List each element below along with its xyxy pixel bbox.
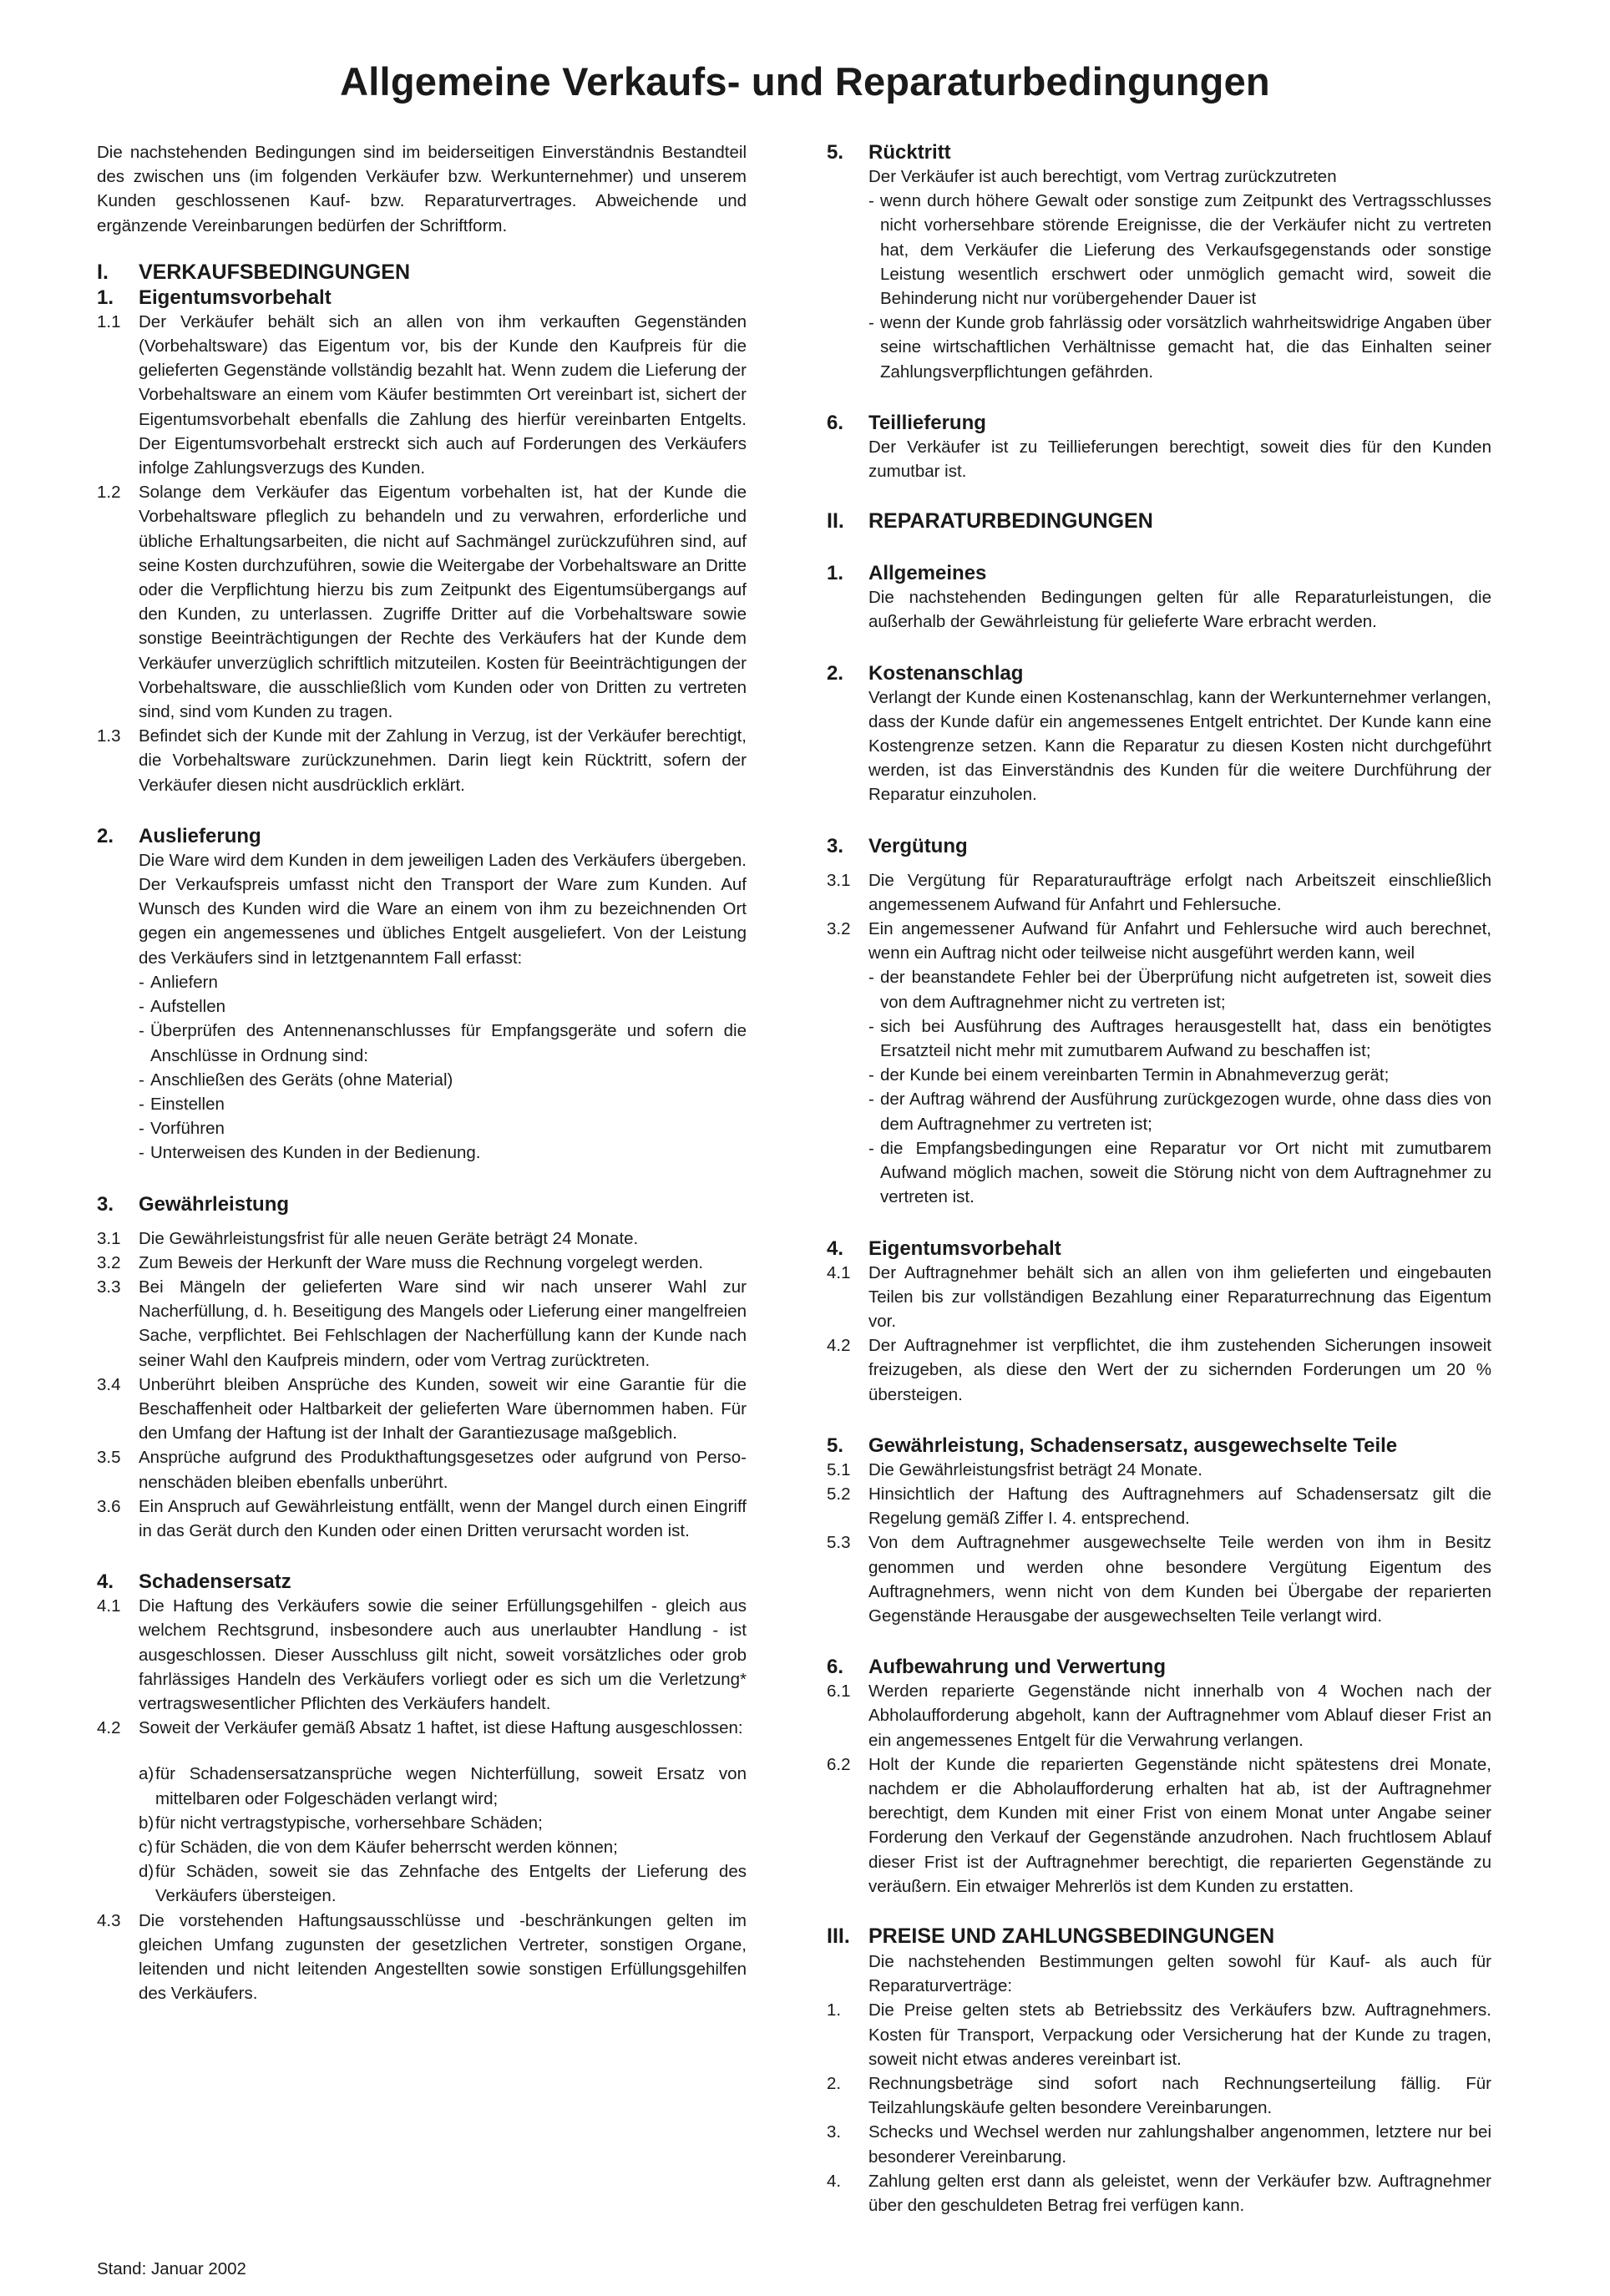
p1-s6-heading: 6. Teillieferung — [827, 411, 986, 434]
p1-s2-heading: 2. Auslieferung — [97, 824, 261, 847]
part2-heading: II. REPARATURBEDINGUNGEN — [827, 509, 1153, 534]
section-text: Der Verkäufer ist zu Teillieferungen berechtigt, soweit dies für den Kunden zumutbar ist. — [868, 437, 1491, 482]
footer-date: Stand: Januar 2002 — [97, 2259, 246, 2278]
clause-item: 6.2 Holt der Kunde die reparierten Gegenstände nicht spätestens drei Monate, nachdem er die Abholaufforderung erhalten hat ab, ist der Auftragnehmer berechtigt, dem Kunden mit einer Frist von einem Monat unter Angabe seiner Forderung den Verkauf der Gegenstände anzudrohen. Nach fruchtlosem Ablauf dieser Frist ist der Auftragnehmer berechtigt, die reparierten Gegenstände zu veräußern. Ein etwaiger Mehrerlös ist dem Kunden zu erstatten. — [827, 1754, 1491, 1896]
part3-heading: III. PREISE UND ZAHLUNGSBEDINGUNGEN — [827, 1924, 1275, 1948]
section-text: Verlangt der Kunde einen Kostenanschlag, kann der Werkunternehmer verlangen, dass der Kunde dafür ein angemessenes Entgelt entrichtet. Der Kunde kann eine Kostengrenze setzen. Kann die Reparatur zu diesen Kosten nicht durchgeführt werden, ist das Einverständnis des Kunden für die weitere Durchführung der Reparatur einzuholen. — [868, 687, 1491, 805]
section-text: Die nachstehenden Bedingungen gelten für alle Reparaturleistungen, die außerhalb der Gewährleistung für gelieferte Ware erbracht werden. — [868, 588, 1491, 632]
p1-s4-heading: 4. Schadensersatz — [97, 1570, 291, 1594]
clause-item: 3. Schecks und Wechsel werden nur zahlungshalber angenommen, letztere nur bei besonderer Vereinbarung. — [827, 2122, 1491, 2167]
section-text: Die nachstehenden Bestimmungen gelten sowohl für Kauf- als auch für Reparaturverträge: — [868, 1951, 1491, 1996]
list-item: - die Empfangsbedingungen eine Reparatur vor Ort nicht mit zumutbarem Aufwand möglich machen, soweit die Störung nicht von dem Auftragnehmer zu vertreten ist. — [868, 1136, 1491, 1210]
p1-s3-heading: 3. Gewährleistung — [97, 1192, 290, 1216]
list-item: - Einstellen — [139, 1092, 747, 1116]
list-item: - sich bei Ausführung des Auftrages herausgestellt hat, dass ein benötigtes Ersatzteil nicht mehr mit zumutbarem Aufwand zu beschaffen ist; — [868, 1014, 1491, 1063]
clause-item: 5.1 Die Gewährleistungsfrist beträgt 24 Monate. — [827, 1459, 1202, 1479]
clause-item: 1.2 Solange dem Verkäufer das Eigentum vorbehalten ist, hat der Kunde die Vorbehaltsware pfleglich zu behandeln und zu verwahren, erforderliche und übliche Erhaltungsarbeiten, die nicht auf Sachmängel zurückzuführen sind, auf seine Kosten durchzuführen, sowie die Weitergabe der Vorbehaltsware an Dritte oder die Verpflichtung hierzu bis zum Zeitpunkt des Eigentumsübergangs auf den Kunden, zu unterlassen. Zugriffe Dritter auf die Vorbehaltsware sowie sonstige Beeinträchtigungen der Rechte des Verkäufers hat der Kunde dem Verkäufer unverzüglich schriftlich mitzuteilen. Kosten für Beeinträchtigungen der Vorbehaltsware, die ausschließlich vom Kunden oder von Dritten zu vertreten sind, sind vom Kunden zu tragen. — [97, 483, 747, 722]
list-item: - Unterweisen des Kunden in der Bedienung. — [139, 1140, 747, 1165]
clause-item: 3.1 Die Vergütung für Reparaturaufträge erfolgt nach Arbeitszeit einschließlich angemessenem Aufwand für Anfahrt und Fehlersuche. — [827, 870, 1491, 914]
clause-item: 3.4 Unberührt bleiben Ansprüche des Kunden, soweit wir eine Garantie für die Beschaffenheit oder Haltbarkeit der gelieferten Ware übernommen haben. Für den Umfang der Haftung ist der Inhalt der Garantiezusage maßgeblich. — [97, 1374, 747, 1444]
clause-item: 3.6 Ein Anspruch auf Gewährleistung entfällt, wenn der Mangel durch einen Eingriff in das Gerät durch den Kunden oder einen Dritten verursacht worden ist. — [97, 1496, 747, 1540]
clause-item: 4. Zahlung gelten erst dann als geleistet, wenn der Verkäufer bzw. Auftragnehmer über den geschuldeten Betrag frei verfügen kann. — [827, 2171, 1491, 2215]
section-text: Die Ware wird dem Kunden in dem jeweiligen Laden des Verkäufers übergeben. Der Verkaufspreis umfasst nicht den Transport der Ware zum Kunden. Auf Wunsch des Kunden wird die Ware an einem von ihm zu bezeichnenden Ort gegen ein angemessenes und übliches Entgelt ausgeliefert. Von der Leistung des Verkäufers sind in letztgenanntem Fall erfasst: — [139, 850, 747, 968]
list-item: - der beanstandete Fehler bei der Überprüfung nicht aufgetreten ist, soweit dies von dem Auftragnehmer nicht zu vertreten ist; — [868, 965, 1491, 1014]
clause-item: 1. Die Preise gelten stets ab Betriebssitz des Verkäufers bzw. Auftragnehmers. Kosten für Transport, Verpackung oder Versicherung hat der Kunde zu tragen, soweit nicht etwas anderes vereinbart ist. — [827, 2000, 1491, 2069]
clause-item: 4.2 Soweit der Verkäufer gemäß Absatz 1 haftet, ist diese Haftung ausgeschlossen: — [97, 1718, 743, 1738]
sub-item: a) für Schadensersatzansprüche wegen Nichterfüllung, soweit Ersatz von mittelbaren oder Folgeschäden verlangt wird; — [139, 1764, 747, 1808]
clause-item: 4.3 Die vorstehenden Haftungsausschlüsse und -beschränkungen gelten im gleichen Umfang zugunsten der gesetzlichen Vertreter, sonstigen Organe, leitenden und nicht leitenden Angestellten sowie sonstigen Erfüllungsgehilfen des Verkäufers. — [97, 1910, 747, 2004]
clause-item: 3.2 Zum Beweis der Herkunft der Ware muss die Rechnung vorgelegt werden. — [97, 1252, 704, 1272]
p2-s3-heading: 3. Vergütung — [827, 834, 968, 857]
clause-item: 4.1 Die Haftung des Verkäufers sowie die seiner Erfüllungsgehilfen - gleich aus welchem Rechtsgrund, insbesondere auch aus unerlaubter Handlung - ist ausgeschlossen. Dieser Ausschluss gilt nicht, soweit vorsätzliches oder grob fahrlässiges Handeln des Verkäufers vorliegt oder es sich um die Verletzung* vertragswesentlicher Pflichten des Verkäufers handelt. — [97, 1596, 747, 1713]
clause-item: 3.1 Die Gewährleistungsfrist für alle neuen Geräte beträgt 24 Monate. — [97, 1228, 639, 1248]
clause-item: 1.3 Befindet sich der Kunde mit der Zahlung in Verzug, ist der Verkäufer berechtigt, die Vorbehaltsware zurückzunehmen. Darin liegt kein Rücktritt, sofern der Verkäufer diesen nicht ausdrücklich erklärt. — [97, 726, 747, 795]
list-item: - wenn durch höhere Gewalt oder sonstige zum Zeitpunkt des Vertragsschlusses nicht vorhersehbare störende Ereignisse, die der Verkäufer nicht zu vertreten hat, dem Verkäufer die Lieferung des Verkaufsgegenstands oder sonstige Leistung wesentlich erschwert oder unmöglich gemacht wird, soweit die Behinderung nicht nur vorübergehender Dauer ist — [868, 189, 1491, 311]
list-item: - der Kunde bei einem vereinbarten Termin in Abnahmeverzug gerät; — [868, 1063, 1491, 1087]
list-item: - Überprüfen des Antennenanschlusses für Empfangsgeräte und sofern die Anschlüsse in Ordnung sind: — [139, 1019, 747, 1067]
p2-s2-heading: 2. Kostenanschlag — [827, 661, 1024, 685]
clause-item: 1.1 Der Verkäufer behält sich an allen von ihm verkauften Gegenständen (Vorbehaltsware) das Eigentum vor, bis der Kunde den Kaufpreis für die gelieferten Gegenstände vollständig bezahlt hat. Wenn zudem die Lieferung der Vorbehaltsware an einem vom Käufer bestimmten Ort vereinbart ist, sichert der Eigentumsvorbehalt ebenfalls die Zahlung des hierfür vereinbarten Entgelts. Der Eigentumsvorbehalt erstreckt sich auch auf Forderungen des Verkäufers infolge Zahlungsverzugs des Kunden. — [97, 311, 747, 478]
list-item: - Vorführen — [139, 1116, 747, 1140]
p1-s5-heading: 5. Rücktritt — [827, 141, 951, 164]
clause-item: 3.3 Bei Mängeln der gelieferten Ware sind wir nach unserer Wahl zur Nacherfüllung, d. h. Beseitigung des Mangels oder Lieferung einer mangelfreien Sache, verpflichtet. Bei Fehlschlagen der Nacherfüllung kann der Kunde nach seiner Wahl den Kaufpreis mindern, oder vom Vertrag zurücktreten. — [97, 1277, 747, 1370]
clause-item: 4.2 Der Auftragnehmer ist verpflichtet, die ihm zustehenden Sicherungen insoweit freizugeben, als diese den Wert der zu sichernden Forderungen um 20 % übersteigen. — [827, 1336, 1491, 1404]
clause-item: 6.1 Werden reparierte Gegenstände nicht innerhalb von 4 Wochen nach der Abholaufforderung abgeholt, kann der Auftragnehmer vom Ablauf dieser Frist an ein angemessenes Entgelt für die Verwahrung verlangen. — [827, 1682, 1491, 1750]
list-item: - wenn der Kunde grob fahrlässig oder vorsätzlich wahrheitswidrige Angaben über seine wirtschaftlichen Verhältnisse gemacht hat, die das Einhalten seiner Zahlungsverpflichtungen gefährden. — [868, 311, 1491, 384]
section-text: Der Verkäufer ist auch berechtigt, vom Vertrag zurückzutreten — [868, 167, 1337, 186]
list-item: - Anliefern — [139, 970, 747, 994]
clause-item: 4.1 Der Auftragnehmer behält sich an allen von ihm gelieferten und eingebauten Teilen bis zur vollständigen Bezahlung einer Reparaturrechnung das Eigentum vor. — [827, 1262, 1491, 1331]
left-column — [97, 140, 747, 2005]
sub-item: c) für Schäden, die von dem Käufer beherrscht werden können; — [139, 1837, 618, 1857]
p2-s4-heading: 4. Eigentumsvorbehalt — [827, 1237, 1061, 1260]
sub-item: d) für Schäden, soweit sie das Zehnfache des Entgelts der Lieferung des Verkäufers übersteigen. — [139, 1862, 747, 1906]
part1-heading: I. VERKAUFSBEDINGUNGEN — [97, 260, 411, 284]
list-item: - Anschließen des Geräts (ohne Material) — [139, 1068, 747, 1092]
list-item: - der Auftrag während der Ausführung zurückgezogen wurde, ohne dass dies von dem Auftragnehmer zu vertreten ist; — [868, 1087, 1491, 1135]
sub-item: b) für nicht vertragstypische, vorhersehbare Schäden; — [139, 1813, 543, 1833]
right-column — [827, 140, 1491, 2218]
clause-item: 3.5 Ansprüche aufgrund des Produkthaftungsgesetzes oder aufgrund von Perso-nenschäden bleiben ebenfalls unberührt. — [97, 1448, 747, 1492]
clause-item: 3.2 Ein angemessener Aufwand für Anfahrt und Fehlersuche wird auch berechnet, wenn ein Auftrag nicht oder teilweise nicht ausgeführt werden kann, weil — [827, 919, 1491, 963]
p2-s1-heading: 1. Allgemeines — [827, 562, 987, 585]
page-title: Allgemeine Verkaufs- und Reparaturbedingungen — [340, 59, 1270, 104]
list-item: - Aufstellen — [139, 994, 747, 1019]
clause-item: 5.3 Von dem Auftragnehmer ausgewechselte Teile werden von ihm in Besitz genommen und werden ohne besondere Vergütung Eigentum des Auftragnehmers, wenn nicht von dem Kunden bei Übergabe der reparierten Gegenstände Herausgabe der ausgewechselten Teile verlangt wird. — [827, 1533, 1491, 1626]
p1-s1-heading: 1. Eigentumsvorbehalt — [97, 286, 332, 309]
clause-item: 5.2 Hinsichtlich der Haftung des Auftragnehmers auf Schadensersatz gilt die Regelung gemäß Ziffer I. 4. entsprechend. — [827, 1484, 1491, 1529]
clause-item: 2. Rechnungsbeträge sind sofort nach Rechnungserteilung fällig. Für Teilzahlungskäufe gelten besondere Vereinbarungen. — [827, 2073, 1491, 2118]
p2-s5-heading: 5. Gewährleistung, Schadensersatz, ausgewechselte Teile — [827, 1434, 1398, 1457]
intro-text: Die nachstehenden Bedingungen sind im beiderseitigen Einverständnis Bestandteil des zwischen uns (im folgenden Verkäufer bzw. Werkunternehmer) und unserem Kunden geschlossenen Kauf- bzw. Reparaturvertrages. Abweichende und ergänzende Vereinbarungen bedürfen der Schriftform. — [97, 143, 747, 235]
p2-s6-heading: 6. Aufbewahrung und Verwertung — [827, 1656, 1167, 1679]
